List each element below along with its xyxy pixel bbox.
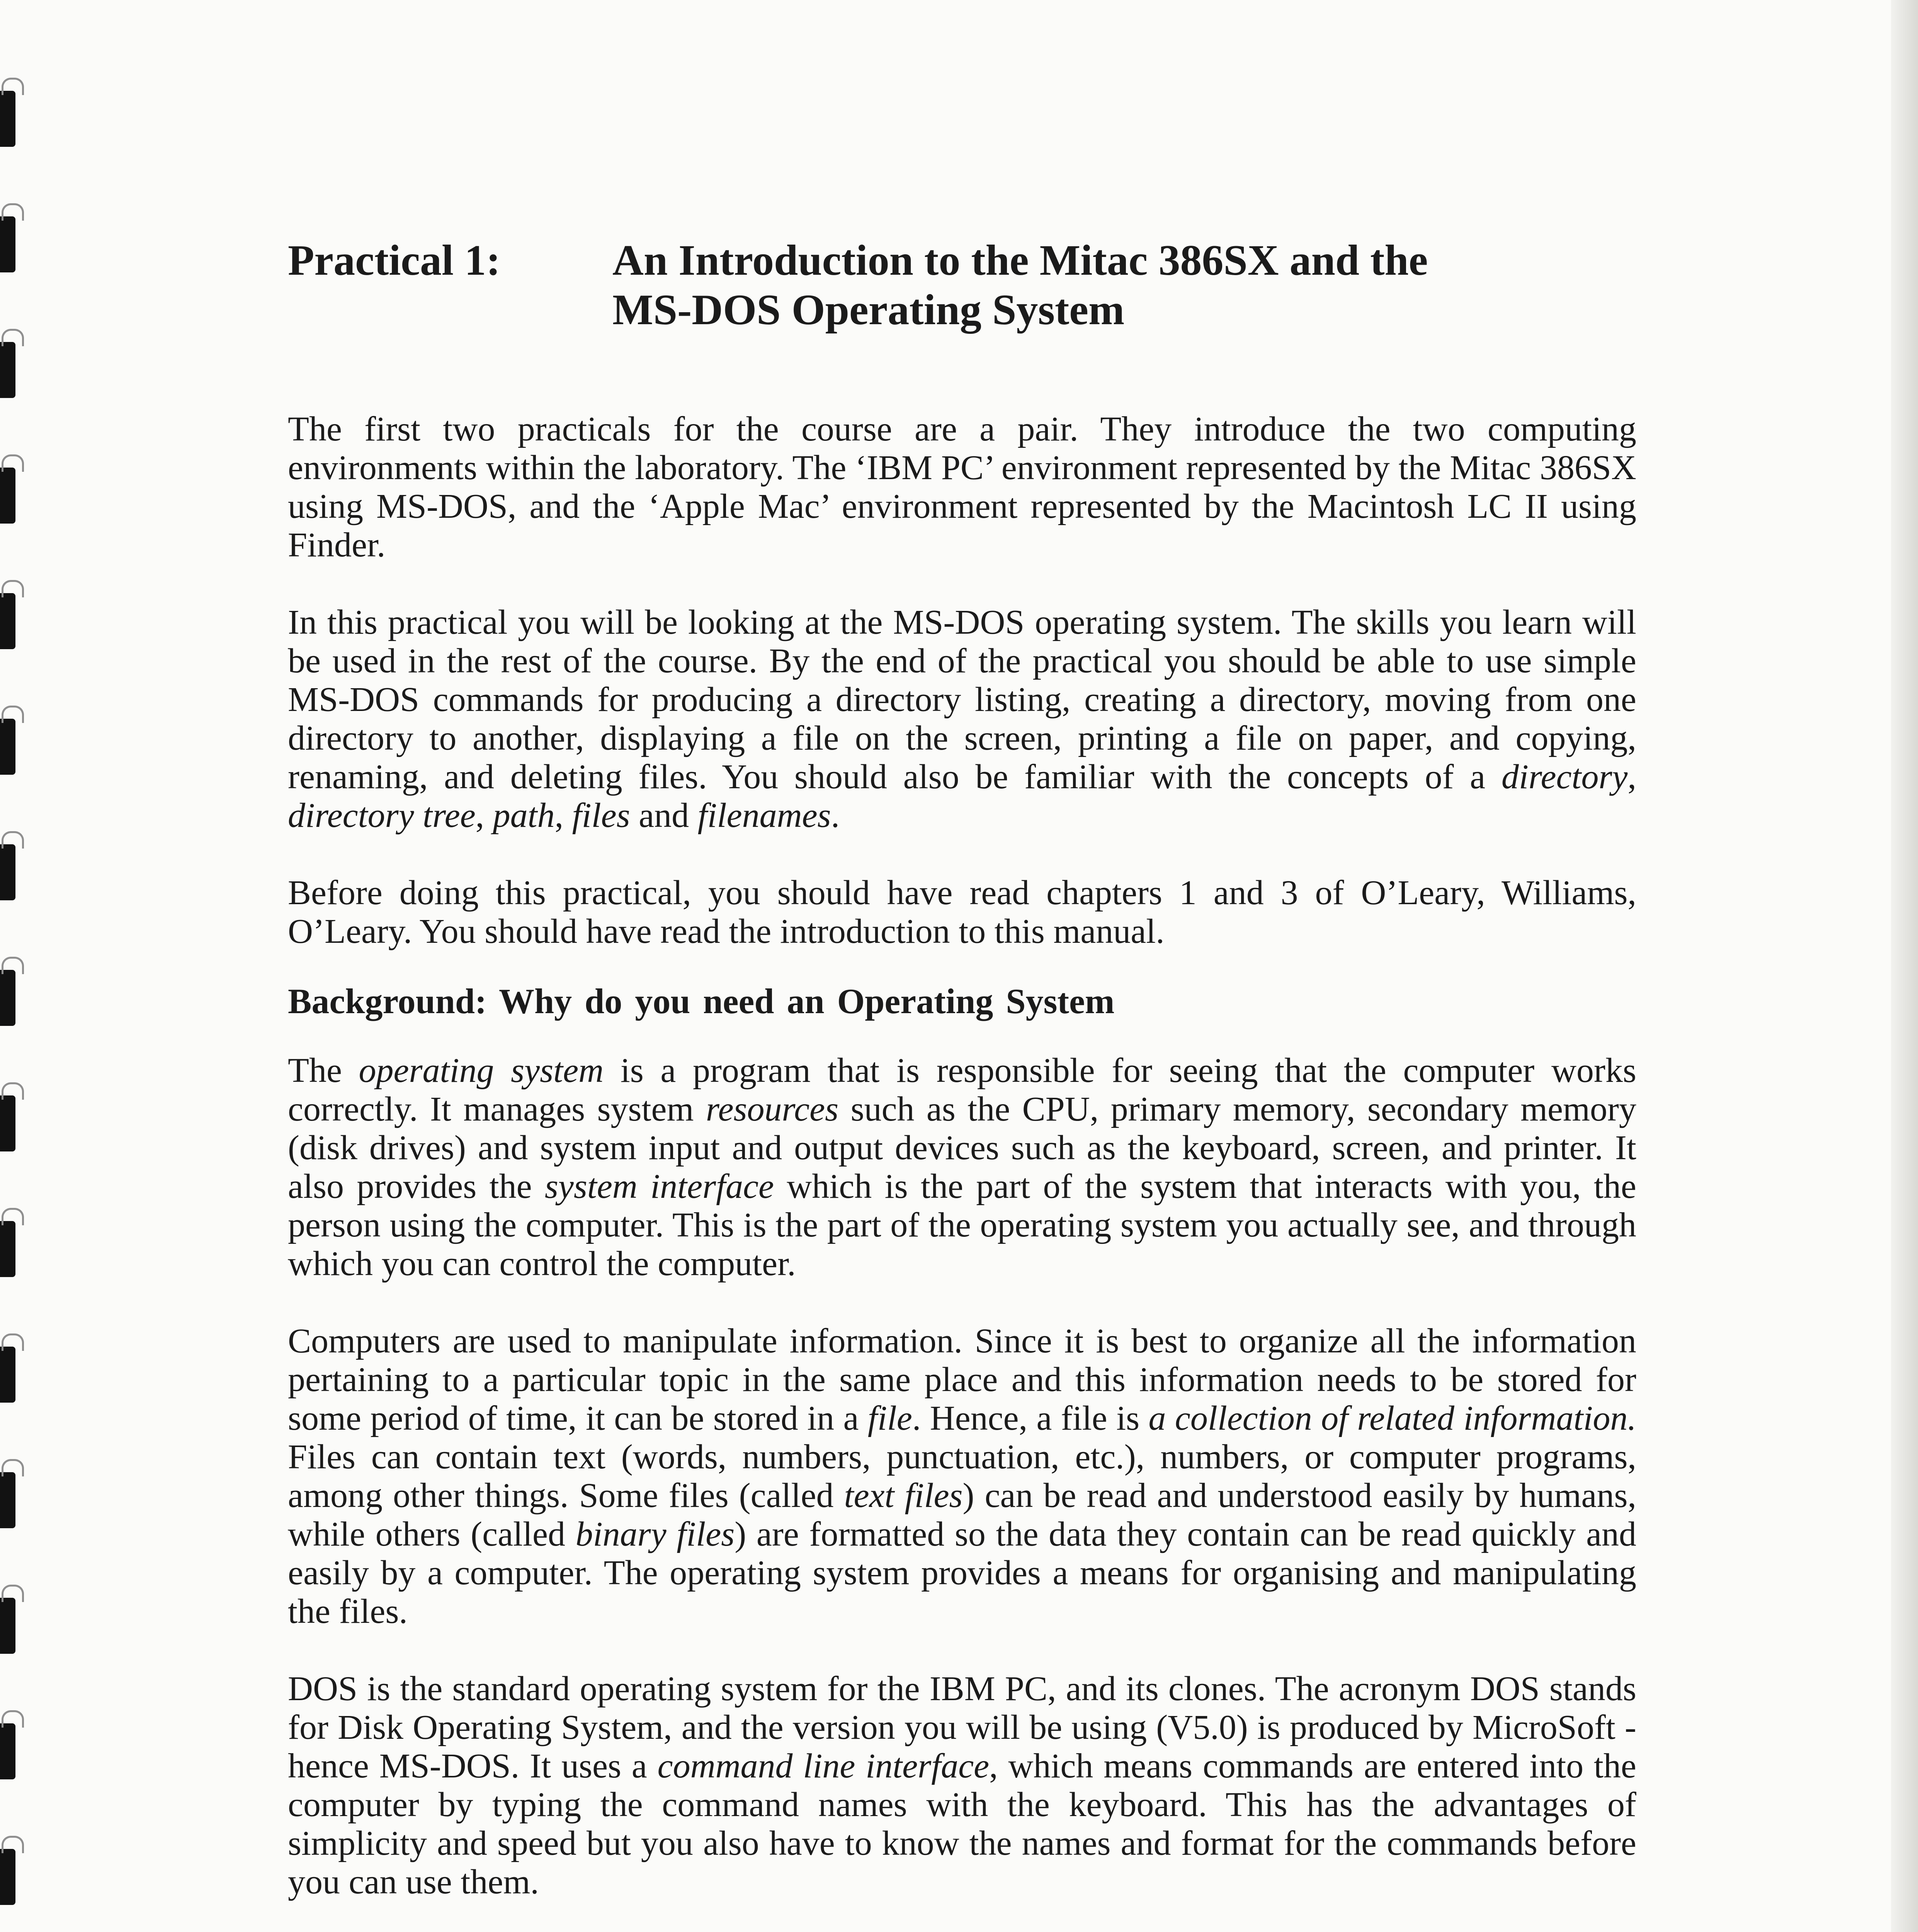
binding-ring xyxy=(0,1598,15,1654)
intro-paragraph: Before doing this practical, you should have read chapters 1 and 3 of O’Leary, Williams, O’Leary. You should have read the introduction to this manual. xyxy=(288,874,1636,951)
binding-ring xyxy=(0,844,15,900)
title-line: MS-DOS Operating System xyxy=(612,286,1125,334)
practical-title xyxy=(612,236,1636,335)
binding-ring xyxy=(0,970,15,1026)
binding-ring xyxy=(0,1849,15,1905)
section-heading: Background: Why do you need an Operating System xyxy=(288,981,1115,1021)
practical-number: Practical 1: xyxy=(288,236,501,284)
intro-paragraph: In this practical you will be looking at the MS-DOS operating system. The skills you learn will be used in the rest of the course. By the end of the practical you should be able to use simple MS-DOS commands for producing a directory listing, creating a directory, moving from one directory to another, displaying a file on the screen, printing a file on paper, and copying, renaming, and deleting files. You should also be familiar with the concepts of a directory, directory tree, path, files and filenames. xyxy=(288,603,1636,835)
binding-ring xyxy=(0,342,15,398)
spiral-binding xyxy=(0,0,27,1932)
body-paragraph: The operating system is a program that is responsible for seeing that the computer works correctly. It manages system resources such as the CPU, primary memory, secondary memory (disk drives) and system input and output devices such as the keyboard, screen, and printer. It also provides the system interface which is the part of the system that interacts with you, the person using the computer. This is the part of the operating system you actually see, and through which you can control the computer. xyxy=(288,1051,1637,1283)
binding-ring xyxy=(0,1723,15,1779)
binding-ring xyxy=(0,216,15,272)
binding-ring xyxy=(0,1472,15,1528)
intro-paragraph: The first two practicals for the course are a pair. They introduce the two computing environments within the laboratory. The ‘IBM PC’ environment represented by the Mitac 386SX using MS-DOS, and the ‘Apple Mac’ environment represented by the Macintosh LC II using Finder. xyxy=(288,410,1636,564)
page-edge xyxy=(1891,0,1918,1932)
binding-ring xyxy=(0,1221,15,1277)
binding-ring xyxy=(0,91,15,147)
page-title xyxy=(288,236,1636,335)
binding-ring xyxy=(0,468,15,524)
body-paragraph: DOS is the standard operating system for the IBM PC, and its clones. The acronym DOS stands for Disk Operating System, and the version you will be using (V5.0) is produced by MicroSoft - hence MS-DOS. It uses a command line interface, which means commands are entered into the computer by typing the command names with the keyboard. This has the advantages of simplicity and speed but you also have to know the names and format for the commands before you can use them. xyxy=(288,1670,1637,1901)
title-line: An Introduction to the Mitac 386SX and the xyxy=(612,236,1428,284)
binding-ring xyxy=(0,1347,15,1403)
page-content xyxy=(288,236,1636,1932)
binding-ring xyxy=(0,1095,15,1151)
binding-ring xyxy=(0,593,15,649)
body-paragraph: Computers are used to manipulate information. Since it is best to organize all the information pertaining to a particular topic in the same place and this information needs to be stored for some period of time, it can be stored in a file. Hence, a file is a collection of related information. Files can contain text (words, numbers, punctuation, etc.), numbers, or computer programs, among other things. Some files (called text files) can be read and understood easily by humans, while others (called binary files) are formatted so the data they contain can be read quickly and easily by a computer. The operating system provides a means for organising and manipulating the files. xyxy=(288,1322,1637,1631)
binding-ring xyxy=(0,719,15,775)
